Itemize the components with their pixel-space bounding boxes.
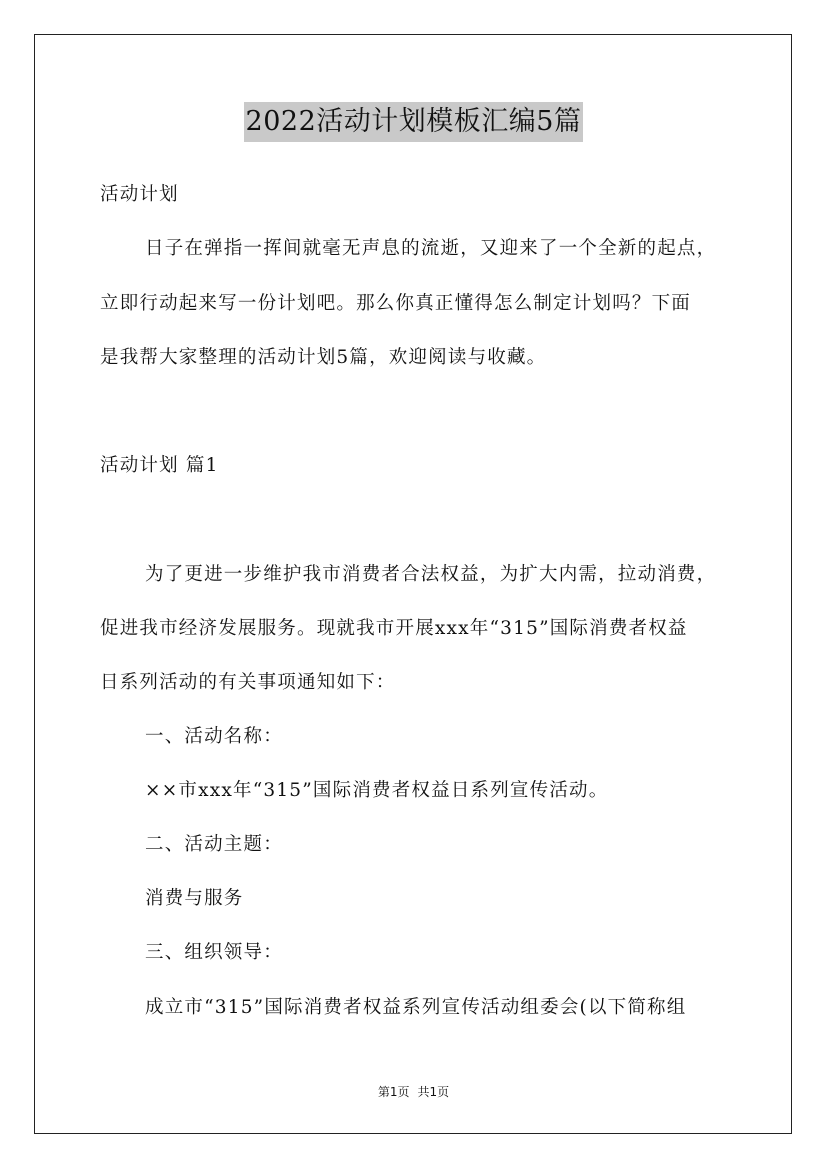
paragraph-line: 成立市“315”国际消费者权益系列宣传活动组委会(以下简称组 [145,997,687,1018]
list-heading: 二、活动主题： [145,834,283,855]
list-heading: 一、活动名称： [145,726,283,747]
document-title: 2022活动计划模板汇编5篇 [244,102,584,142]
paragraph-line: 立即行动起来写一份计划吧。那么你真正懂得怎么制定计划吗？下面 [100,293,692,314]
paragraph-line: 日系列活动的有关事项通知如下： [100,672,396,693]
list-heading: 三、组织领导： [145,942,283,963]
paragraph-line: 促进我市经济发展服务。现就我市开展xxx年“315”国际消费者权益 [100,618,688,639]
paragraph-line: ××市xxx年“315”国际消费者权益日系列宣传活动。 [145,780,609,801]
title-container [0,102,827,142]
section-heading: 活动计划 [100,184,179,205]
page-number: 第1页 [377,1085,410,1099]
paragraph-line: 消费与服务 [145,888,244,909]
paragraph-line: 是我帮大家整理的活动计划5篇，欢迎阅读与收藏。 [100,347,547,368]
total-pages: 共1页 [417,1085,450,1099]
section-heading: 活动计划 篇1 [100,455,219,476]
paragraph-line: 日子在弹指一挥间就毫无声息的流逝，又迎来了一个全新的起点， [145,238,717,259]
page-footer [0,1084,827,1100]
paragraph-line: 为了更进一步维护我市消费者合法权益，为扩大内需，拉动消费， [145,564,717,585]
